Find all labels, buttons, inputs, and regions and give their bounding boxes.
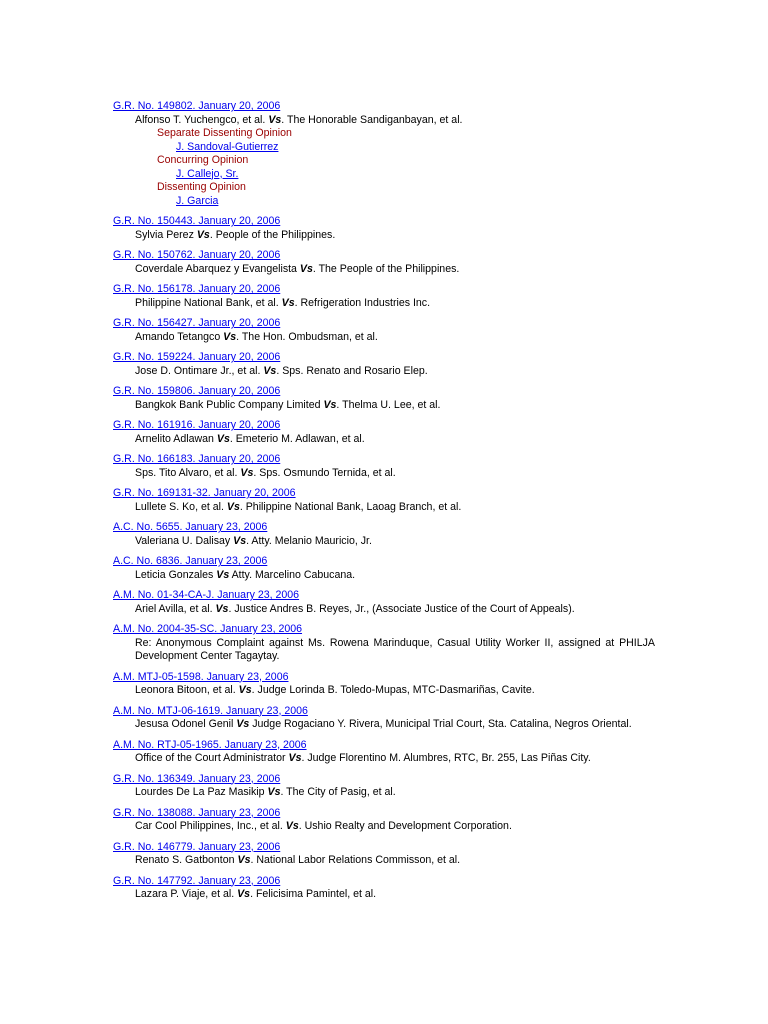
case-parties <box>135 603 655 617</box>
case-link[interactable]: G.R. No. 161916. January 20, 2006 <box>113 419 281 431</box>
versus-label: Vs <box>299 262 313 275</box>
case-parties <box>135 399 655 413</box>
versus-label: Vs <box>216 568 230 581</box>
opinion-type: Concurring Opinion <box>157 154 249 166</box>
opinion-type: Dissenting Opinion <box>157 181 246 193</box>
case-entry <box>113 705 655 732</box>
opinion-judge-link[interactable]: J. Sandoval-Gutierrez <box>176 140 279 153</box>
case-parties <box>135 535 655 549</box>
case-entry <box>113 385 655 412</box>
case-parties <box>135 569 655 583</box>
case-entry <box>113 589 655 616</box>
case-link[interactable]: G.R. No. 166183. January 20, 2006 <box>113 453 281 465</box>
respondent: . Atty. Melanio Mauricio, Jr. <box>246 534 372 547</box>
petitioner: Philippine National Bank, et al. <box>135 296 279 309</box>
petitioner: Sylvia Perez <box>135 228 194 241</box>
respondent: . Emeterio M. Adlawan, et al. <box>229 432 365 445</box>
case-link[interactable]: A.C. No. 5655. January 23, 2006 <box>113 521 268 533</box>
respondent: . Refrigeration Industries Inc. <box>294 296 431 309</box>
opinion-type: Separate Dissenting Opinion <box>157 127 292 139</box>
petitioner: Valeriana U. Dalisay <box>135 534 231 547</box>
versus-label: Vs <box>323 398 337 411</box>
versus-label: Vs <box>240 466 254 479</box>
petitioner: Jose D. Ontimare Jr., et al. <box>135 364 261 377</box>
case-link[interactable]: A.M. No. 01-34-CA-J. January 23, 2006 <box>113 589 300 601</box>
petitioner: Bangkok Bank Public Company Limited <box>135 398 321 411</box>
opinion-judge-link[interactable]: J. Garcia <box>176 194 219 207</box>
case-entry <box>113 623 655 664</box>
petitioner: Alfonso T. Yuchengco, et al. <box>135 113 266 126</box>
petitioner: Sps. Tito Alvaro, et al. <box>135 466 238 479</box>
opinion-judge-link[interactable]: J. Callejo, Sr. <box>176 167 239 180</box>
case-parties <box>135 467 655 481</box>
case-entry <box>113 100 655 208</box>
case-entry <box>113 249 655 276</box>
respondent: . Felicisima Pamintel, et al. <box>250 888 377 900</box>
case-link[interactable]: A.M. No. RTJ-05-1965. January 23, 2006 <box>113 738 307 751</box>
case-link[interactable]: G.R. No. 149802. January 20, 2006 <box>113 100 281 112</box>
case-link[interactable]: G.R. No. 159806. January 20, 2006 <box>113 385 281 397</box>
case-parties <box>135 820 655 834</box>
petitioner: Office of the Court Administrator <box>135 752 286 764</box>
case-parties <box>135 229 655 243</box>
case-link[interactable]: G.R. No. 138088. January 23, 2006 <box>113 806 281 819</box>
petitioner: Amando Tetangco <box>135 330 221 343</box>
case-link[interactable]: G.R. No. 150443. January 20, 2006 <box>113 215 281 227</box>
petitioner: Arnelito Adlawan <box>135 432 214 445</box>
respondent: . Ushio Realty and Development Corporation. <box>298 820 512 832</box>
case-link[interactable]: A.M. MTJ-05-1598. January 23, 2006 <box>113 670 289 683</box>
petitioner: Coverdale Abarquez y Evangelista <box>135 262 297 275</box>
respondent: . The City of Pasig, et al. <box>280 786 396 798</box>
case-link[interactable]: G.R. No. 136349. January 23, 2006 <box>113 772 281 785</box>
versus-label: Vs <box>238 684 252 696</box>
case-parties <box>135 331 655 345</box>
versus-label: Vs <box>288 752 302 764</box>
case-parties <box>135 854 655 868</box>
case-entry <box>113 739 655 766</box>
case-link[interactable]: G.R. No. 150762. January 20, 2006 <box>113 249 281 261</box>
respondent: . Philippine National Bank, Laoag Branch, et al. <box>239 500 462 513</box>
petitioner: Renato S. Gatbonton <box>135 854 235 866</box>
petitioner: Lazara P. Viaje, et al. <box>135 888 235 900</box>
case-parties <box>135 501 655 515</box>
case-entry <box>113 773 655 800</box>
respondent: Judge Rogaciano Y. Rivera, Municipal Trial Court, Sta. Catalina, Negros Oriental. <box>249 718 632 730</box>
case-link[interactable]: G.R. No. 156427. January 20, 2006 <box>113 317 281 329</box>
case-entry <box>113 671 655 698</box>
case-entry <box>113 283 655 310</box>
case-link[interactable]: A.C. No. 6836. January 23, 2006 <box>113 555 268 567</box>
versus-label: Vs <box>237 854 251 866</box>
versus-label: Vs <box>236 718 250 730</box>
case-link[interactable]: G.R. No. 156178. January 20, 2006 <box>113 283 281 295</box>
versus-label: Vs <box>215 602 229 615</box>
case-entry <box>113 841 655 868</box>
case-link[interactable]: A.M. No. MTJ-06-1619. January 23, 2006 <box>113 704 308 717</box>
respondent: . The Honorable Sandiganbayan, et al. <box>281 113 463 126</box>
case-parties <box>135 433 655 447</box>
case-entry <box>113 555 655 582</box>
case-link[interactable]: A.M. No. 2004-35-SC. January 23, 2006 <box>113 623 303 635</box>
case-parties <box>135 365 655 379</box>
case-link[interactable]: G.R. No. 146779. January 23, 2006 <box>113 840 281 853</box>
petitioner: Lourdes De La Paz Masikip <box>135 786 265 798</box>
versus-label: Vs <box>281 296 295 309</box>
versus-label: Vs <box>223 330 237 343</box>
case-entry <box>113 419 655 446</box>
case-parties <box>135 786 655 800</box>
case-entry <box>113 875 655 902</box>
case-parties <box>135 718 655 732</box>
respondent: . Judge Lorinda B. Toledo-Mupas, MTC-Dasmariñas, Cavite. <box>251 684 535 696</box>
case-link[interactable]: G.R. No. 169131-32. January 20, 2006 <box>113 487 296 499</box>
versus-label: Vs <box>285 820 299 832</box>
respondent: . Sps. Renato and Rosario Elep. <box>276 364 428 377</box>
respondent: . Thelma U. Lee, et al. <box>336 398 441 411</box>
respondent: . People of the Philippines. <box>209 228 336 241</box>
respondent: . The Hon. Ombudsman, et al. <box>236 330 378 343</box>
respondent: . National Labor Relations Commisson, et al. <box>250 854 461 866</box>
versus-label: Vs <box>237 888 251 900</box>
case-entry <box>113 351 655 378</box>
case-parties <box>135 114 655 128</box>
case-parties <box>135 752 655 766</box>
versus-label: Vs <box>226 500 240 513</box>
petitioner: Ariel Avilla, et al. <box>135 602 213 615</box>
petitioner: Leonora Bitoon, et al. <box>135 684 236 696</box>
petitioner: Jesusa Odonel Genil <box>135 718 234 730</box>
respondent: Atty. Marcelino Cabucana. <box>229 568 356 581</box>
respondent: . Justice Andres B. Reyes, Jr., (Associate Justice of the Court of Appeals). <box>228 602 575 615</box>
case-parties <box>135 888 655 902</box>
case-parties <box>135 297 655 311</box>
case-link[interactable]: G.R. No. 147792. January 23, 2006 <box>113 874 281 887</box>
case-parties <box>135 684 655 698</box>
versus-label: Vs <box>267 786 281 798</box>
respondent: . Sps. Osmundo Ternida, et al. <box>253 466 396 479</box>
case-entry <box>113 487 655 514</box>
versus-label: Vs <box>268 113 282 126</box>
case-entry <box>113 807 655 834</box>
petitioner: Car Cool Philippines, Inc., et al. <box>135 820 283 832</box>
versus-label: Vs <box>216 432 230 445</box>
case-entry <box>113 521 655 548</box>
case-entry <box>113 453 655 480</box>
versus-label: Vs <box>263 364 277 377</box>
petitioner: Leticia Gonzales <box>135 568 214 581</box>
petitioner: Lullete S. Ko, et al. <box>135 500 224 513</box>
case-parties <box>135 263 655 277</box>
case-entry <box>113 215 655 242</box>
versus-label: Vs <box>233 534 247 547</box>
respondent: . Judge Florentino M. Alumbres, RTC, Br. 255, Las Piñas City. <box>301 752 591 764</box>
respondent: . The People of the Philippines. <box>312 262 460 275</box>
case-entry <box>113 317 655 344</box>
versus-label: Vs <box>196 228 210 241</box>
case-link[interactable]: G.R. No. 159224. January 20, 2006 <box>113 351 281 363</box>
case-parties: Re: Anonymous Complaint against Ms. Rowena Marinduque, Casual Utility Worker II, assigned at PHILJA Development Center Tagaytay. <box>135 636 655 662</box>
